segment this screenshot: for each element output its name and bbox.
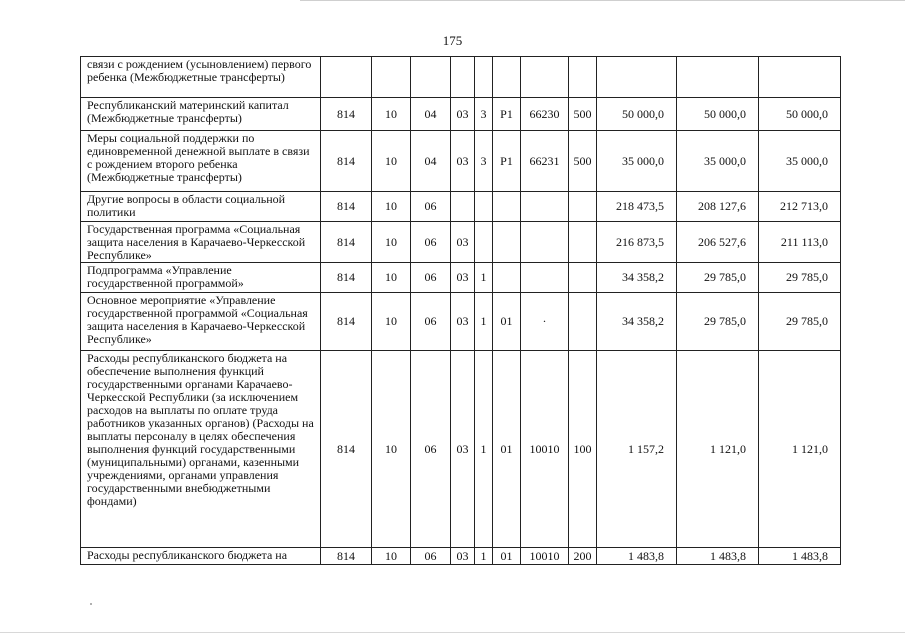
table-row (81, 222, 841, 263)
cell-pr: 04 (411, 98, 451, 131)
cell-name: Подпрограмма «Управление государственной программой» (81, 263, 321, 293)
cell-name: Меры социальной поддержки по единовременной денежной выплате в связи с рождением второго ребенка (Межбюджетные трансферты) (81, 131, 321, 192)
cell-y1: 218 473,5 (597, 192, 677, 222)
table-row (81, 131, 841, 192)
cell-cs1: 03 (451, 131, 475, 192)
cell-cs1: 03 (451, 351, 475, 548)
cell-y2: 29 785,0 (677, 293, 759, 351)
cell-y3: 29 785,0 (759, 263, 841, 293)
cell-cs1 (451, 192, 475, 222)
cell-pr: 04 (411, 131, 451, 192)
cell-y2: 50 000,0 (677, 98, 759, 131)
cell-y3: 50 000,0 (759, 98, 841, 131)
cell-vr (569, 192, 597, 222)
cell-cs3 (493, 57, 521, 98)
cell-cs2: 3 (475, 98, 493, 131)
cell-pr: 06 (411, 263, 451, 293)
cell-cs1: 03 (451, 293, 475, 351)
cell-rz: 10 (372, 98, 411, 131)
table-row (81, 351, 841, 548)
cell-name: Расходы республиканского бюджета на (81, 548, 321, 565)
cell-y2: 1 121,0 (677, 351, 759, 548)
cell-y1: 34 358,2 (597, 263, 677, 293)
table-row (81, 98, 841, 131)
cell-cs4: 66230 (521, 98, 569, 131)
cell-rz (372, 57, 411, 98)
cell-cs2: 1 (475, 548, 493, 565)
cell-name: Республиканский материнский капитал (Межбюджетные трансферты) (81, 98, 321, 131)
cell-pr: 06 (411, 351, 451, 548)
cell-cs4 (521, 192, 569, 222)
cell-pr: 06 (411, 192, 451, 222)
cell-cs4: · (521, 293, 569, 351)
cell-cs1: 03 (451, 98, 475, 131)
table-row (81, 548, 841, 565)
cell-cs4 (521, 222, 569, 263)
cell-rz: 10 (372, 131, 411, 192)
cell-cs3 (493, 222, 521, 263)
cell-cs2 (475, 192, 493, 222)
cell-cs2: 1 (475, 263, 493, 293)
cell-rz: 10 (372, 192, 411, 222)
cell-cs2 (475, 57, 493, 98)
cell-y1: 34 358,2 (597, 293, 677, 351)
cell-cs3: P1 (493, 98, 521, 131)
cell-gr: 814 (321, 192, 372, 222)
cell-vr (569, 222, 597, 263)
cell-cs2: 3 (475, 131, 493, 192)
cell-cs1 (451, 57, 475, 98)
cell-y2: 1 483,8 (677, 548, 759, 565)
cell-cs4: 10010 (521, 548, 569, 565)
cell-cs4 (521, 57, 569, 98)
cell-vr (569, 263, 597, 293)
cell-y3 (759, 57, 841, 98)
cell-gr: 814 (321, 351, 372, 548)
cell-gr: 814 (321, 293, 372, 351)
cell-cs1: 03 (451, 222, 475, 263)
cell-pr: 06 (411, 548, 451, 565)
cell-y1: 216 873,5 (597, 222, 677, 263)
budget-table (80, 56, 841, 565)
cell-y1: 1 483,8 (597, 548, 677, 565)
cell-gr: 814 (321, 263, 372, 293)
cell-y1: 1 157,2 (597, 351, 677, 548)
cell-y3: 211 113,0 (759, 222, 841, 263)
scan-edge-bottom (0, 632, 905, 634)
cell-y2: 206 527,6 (677, 222, 759, 263)
cell-y3: 29 785,0 (759, 293, 841, 351)
cell-vr: 500 (569, 131, 597, 192)
cell-y3: 35 000,0 (759, 131, 841, 192)
cell-rz: 10 (372, 293, 411, 351)
cell-cs2: 1 (475, 351, 493, 548)
cell-y2: 35 000,0 (677, 131, 759, 192)
cell-name: Основное мероприятие «Управление государственной программой «Социальная защита населения в Карачаево-Черкесской Республике» (81, 293, 321, 351)
cell-gr: 814 (321, 131, 372, 192)
cell-cs2: 1 (475, 293, 493, 351)
cell-cs3: 01 (493, 548, 521, 565)
table-row (81, 192, 841, 222)
cell-rz: 10 (372, 222, 411, 263)
cell-pr: 06 (411, 222, 451, 263)
cell-name: Расходы республиканского бюджета на обеспечение выполнения функций государственными органами Карачаево-Черкесской Республики (за исключением расходов на выплаты по оплате труда работников указанных органов) (Расходы на выплаты персоналу в целях обеспечения выполнения функций государственными (муниципальными) органами, казенными учреждениями, органами управления государственными внебюджетными фондами) (81, 351, 321, 548)
cell-gr: 814 (321, 222, 372, 263)
scan-edge-top (300, 0, 905, 3)
cell-name: Государственная программа «Социальная защита населения в Карачаево-Черкесской Республике» (81, 222, 321, 263)
cell-pr: 06 (411, 293, 451, 351)
cell-cs3 (493, 263, 521, 293)
cell-name: связи с рождением (усыновлением) первого ребенка (Межбюджетные трансферты) (81, 57, 321, 98)
cell-cs2 (475, 222, 493, 263)
cell-y1: 50 000,0 (597, 98, 677, 131)
cell-cs3: 01 (493, 351, 521, 548)
cell-y1: 35 000,0 (597, 131, 677, 192)
cell-y3: 1 121,0 (759, 351, 841, 548)
cell-cs3: P1 (493, 131, 521, 192)
cell-y1 (597, 57, 677, 98)
table-row (81, 57, 841, 98)
cell-rz: 10 (372, 548, 411, 565)
cell-vr: 100 (569, 351, 597, 548)
cell-y3: 212 713,0 (759, 192, 841, 222)
cell-vr (569, 293, 597, 351)
cell-vr: 500 (569, 98, 597, 131)
cell-y3: 1 483,8 (759, 548, 841, 565)
cell-cs4: 66231 (521, 131, 569, 192)
cell-vr: 200 (569, 548, 597, 565)
cell-cs3: 01 (493, 293, 521, 351)
cell-pr (411, 57, 451, 98)
cell-rz: 10 (372, 263, 411, 293)
table-row (81, 293, 841, 351)
cell-cs3 (493, 192, 521, 222)
cell-y2: 29 785,0 (677, 263, 759, 293)
cell-cs1: 03 (451, 548, 475, 565)
cell-gr (321, 57, 372, 98)
cell-cs4: 10010 (521, 351, 569, 548)
cell-name: Другие вопросы в области социальной политики (81, 192, 321, 222)
page-number: 175 (442, 33, 463, 48)
cell-cs1: 03 (451, 263, 475, 293)
scan-speck (90, 603, 92, 605)
cell-cs4 (521, 263, 569, 293)
cell-gr: 814 (321, 98, 372, 131)
cell-y2: 208 127,6 (677, 192, 759, 222)
cell-rz: 10 (372, 351, 411, 548)
cell-gr: 814 (321, 548, 372, 565)
cell-vr (569, 57, 597, 98)
table-body (81, 57, 841, 565)
table-row (81, 263, 841, 293)
cell-y2 (677, 57, 759, 98)
